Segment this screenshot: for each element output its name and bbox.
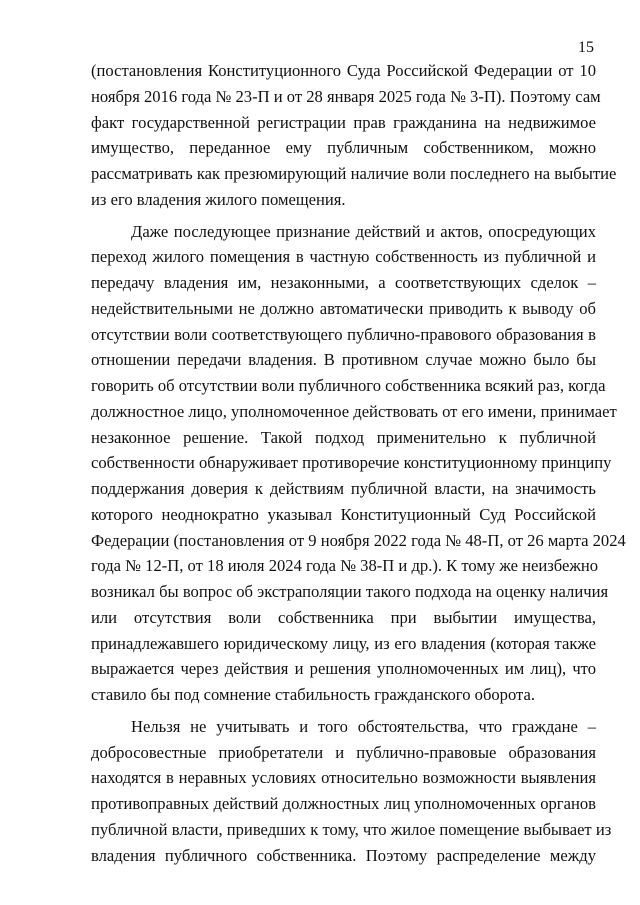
text-line: передачу владения им, незаконными, а соответствующих сделок – [91,273,596,292]
text-line: принадлежавшего юридическому лицу, из его владения (которая также [91,633,596,653]
text-line: или отсутствия воли собственника при выбытии имущества, [91,607,596,627]
text-line: недействительными не должно автоматически приводить к выводу об [91,298,596,318]
text-line: добросовестные приобретатели и публично-правовые образования [91,742,596,762]
text-line: Даже последующее признание действий и актов, опосредующих [131,221,596,241]
text-line: ставило бы под сомнение стабильность гражданского оборота. [91,685,536,704]
text-line: собственности обнаруживает противоречие конституционному принципу [91,453,612,473]
text-line: факт государственной регистрации прав гражданина на недвижимое [91,112,596,132]
text-line: отношении передачи владения. В противном случае можно было бы [91,350,596,370]
page-number: 15 [578,39,594,56]
text-line: Нельзя не учитывать и того обстоятельства, что граждане – [131,716,596,736]
text-line: ноября 2016 года № 23-П и от 28 января 2025 года № 3-П). Поэтому сам [91,86,601,106]
text-line: (постановления Конституционного Суда Российской Федерации от 10 [91,61,596,80]
text-line: возникал бы вопрос об экстраполяции такого подхода на оценку наличия [91,582,609,601]
document-body [91,58,626,868]
text-line: имущество, переданное ему публичным собственником, можно [91,138,596,158]
text-line: владения публичного собственника. Поэтому распределение между [91,845,596,865]
text-line: говорить об отсутствии воли публичного собственника всякий раз, когда [91,376,606,395]
paragraph [91,219,626,708]
text-line: из его владения жилого помещения. [91,189,346,209]
text-line: противоправных действий должностных лиц уполномоченных органов [91,794,596,813]
text-line: поддержания доверия к действиям публичной власти, на значимость [91,479,596,498]
text-line: находятся в неравных условиях относительно возможности выявления [91,768,596,788]
text-line: публичной власти, приведших к тому, что жилое помещение выбывает из [91,819,612,839]
text-line: которого неоднократно указывал Конституционный Суд Российской [91,504,596,524]
text-line: отсутствии воли соответствующего публично-правового образования в [91,324,596,344]
text-line: переход жилого помещения в частную собственность из публичной и [91,247,596,267]
text-line: выражается через действия и решения уполномоченных им лиц), что [91,659,596,679]
text-line: должностное лицо, уполномоченное действовать от его имени, принимает [91,401,617,421]
text-line: Федерации (постановления от 9 ноября 2022 года № 48-П, от 26 марта 2024 [91,530,626,550]
paragraph [91,714,612,869]
text-line: года № 12-П, от 18 июля 2024 года № 38-П и др.). К тому же неизбежно [91,556,599,576]
paragraph [91,58,617,213]
text-line: незаконное решение. Такой подход применительно к публичной [91,427,596,447]
text-line: рассматривать как презюмирующий наличие воли последнего на выбытие [91,164,617,183]
